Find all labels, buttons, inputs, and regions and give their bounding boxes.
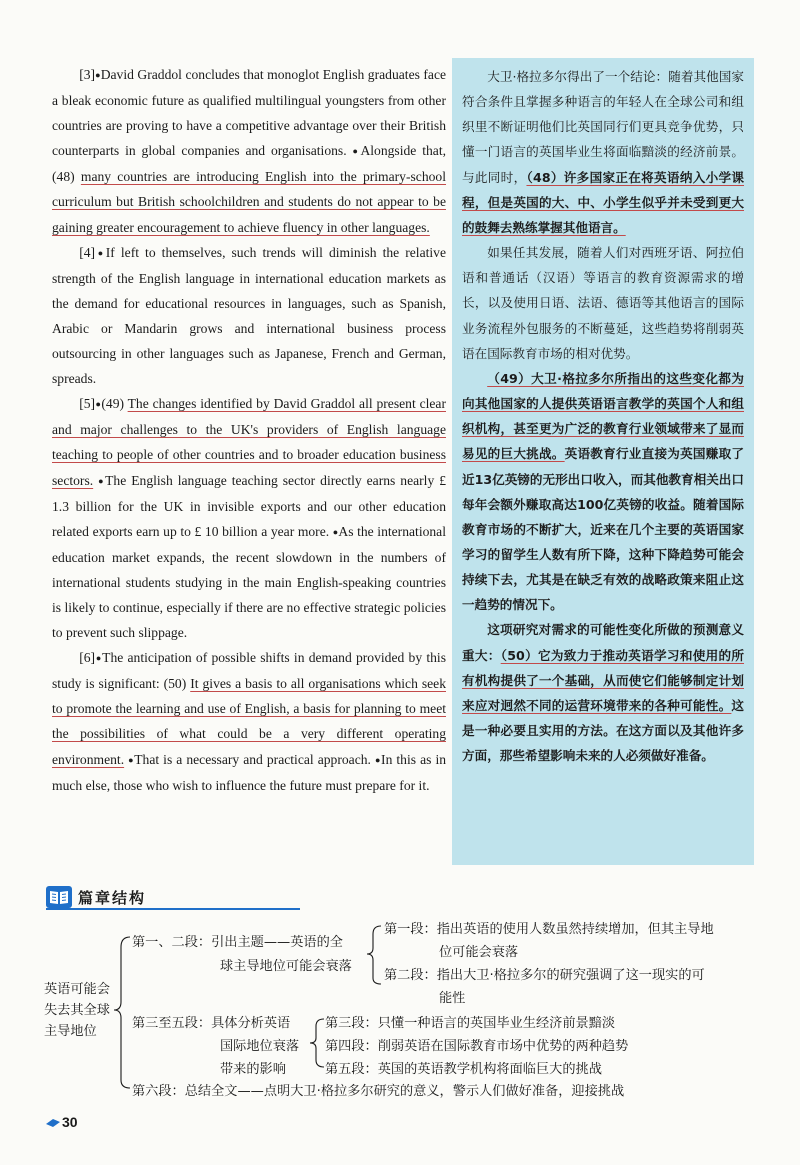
leaf-para1-line-2: 位可能会衰落 <box>439 945 519 960</box>
chinese-translation-box <box>452 58 754 865</box>
translation-paragraph-6: 这项研究对需求的可能性变化所做的预测意义重大：（50）它为致力于推动英语学习和使用的所有机构提供了一个基础，从而使它们能够制定计划来应对迥然不同的运营环境带来的各种可能性。这是一种必要且实用的方法。在这方面以及其他许多方面，那些希望影响未来的人必须做好准备。 <box>462 622 744 764</box>
translation-underlined-48: （48）许多国家正在将英语纳入小学课程，但是英国的大、中、小学生似乎并未受到更大的鼓舞去熟练掌握其他语言。 <box>462 169 744 235</box>
branch-2-line-1: 第三至五段：具体分析英语 <box>132 1016 291 1031</box>
bullet-icon: ● <box>332 526 339 537</box>
branch-2-line-2: 国际地位衰落 <box>220 1039 300 1054</box>
english-passage <box>52 62 446 798</box>
underlined-sentence-48: many countries are introducing English into the primary-school curriculum but British schoolchildren and students do not appear to be gaining greater encouragement to achieve fluency in other languages. <box>52 169 447 235</box>
translation-paragraph-4: 如果任其发展，随着人们对西班牙语、阿拉伯语和普通话（汉语）等语言的教育资源需求的增长，以及使用日语、法语、德语等其他语言的国际业务流程外包服务的不断蔓延，这些趋势将削弱英语在国际教育市场的相对优势。 <box>462 245 744 361</box>
bullet-icon: ● <box>95 653 103 664</box>
bullet-icon: ● <box>95 399 102 410</box>
paragraph-3: [3]●David Graddol concludes that monoglot English graduates face a bleak economic future as qualified multilingual youngsters from other countries are proving to have a competitive advantage over their British counterparts in global companies and organisations. ●Alongside that, (48) many countries are introducing English into the primary-school curriculum but British schoolchildren and students do not appear to be gaining greater encouragement to achieve fluency in other languages. <box>52 67 447 235</box>
paragraph-4: [4]●If left to themselves, such trends will diminish the relative strength of the English language in international education markets as the demand for educational resources in languages, such as Spanish, Arabic or Mandarin grows and international business process outsourcing in other languages such as Japanese, French and German, spreads. <box>52 244 446 387</box>
bullet-icon: ● <box>374 754 382 765</box>
translation-underlined-50: （50）它为致力于推动英语学习和使用的所有机构提供了一个基础，从而使它们能够制定计划来应对迥然不同的运营环境带来的各种可能性。 <box>462 647 744 713</box>
leaf-para4: 第四段：削弱英语在国际教育市场中优势的两种趋势 <box>325 1039 629 1054</box>
bullet-icon: ● <box>95 70 101 80</box>
page-marker-icon <box>46 1118 60 1128</box>
leaf-para2-line-2: 能性 <box>439 991 466 1006</box>
bullet-icon: ● <box>128 754 135 765</box>
underlined-sentence-49: The changes identified by David Graddol all present clear and major challenges to the UK's providers of English language teaching to people of other countries and to broader education business sectors. <box>52 396 446 488</box>
bullet-icon: ● <box>352 146 361 157</box>
header-underline <box>46 908 300 910</box>
translation-underlined-49: （49）大卫·格拉多尔所指出的这些变化都为向其他国家的人提供英语语言教学的英国个人和组织机构，甚至更为广泛的教育行业领域带来了显而易见的巨大挑战。 <box>462 370 744 462</box>
leaf-para1-line-1: 第一段：指出英语的使用人数虽然持续增加，但其主导地 <box>384 922 714 937</box>
branch-1-line-1: 第一、二段：引出主题——英语的全 <box>132 935 343 950</box>
branch-1-line-2: 球主导地位可能会衰落 <box>220 959 352 974</box>
translation-paragraph-3: 大卫·格拉多尔得出了一个结论：随着其他国家符合条件且掌握多种语言的年轻人在全球公司和组织里不断证明他们比英国同行们更具竞争优势，只懂一门语言的英国毕业生将面临黯淡的经济前景。与此同时，（48）许多国家正在将英语纳入小学课程，但是英国的大、中、小学生似乎并未受到更大的鼓舞去熟练掌握其他语言。 <box>462 69 744 235</box>
underlined-sentence-50: It gives a basis to all organisations which seek to promote the learning and use of English, a basis for planning to meet the possibilities of what could be a very different operating environment. <box>52 676 446 767</box>
paragraph-6: [6]●The anticipation of possible shifts in demand provided by this study is significant: (50) It gives a basis to all organisations which seek to promote the learning and use of English, a basis for planning to meet the possibilities of what could be a very different operating environment. ●That is a necessary and practical approach. ●In this as in much else, those who wish to influence the future must prepare for it. <box>52 650 447 793</box>
bullet-icon: ● <box>98 475 106 486</box>
bullet-icon: ● <box>95 247 106 258</box>
branch-3: 第六段：总结全文——点明大卫·格拉多尔研究的意义，警示人们做好准备，迎接挑战 <box>132 1084 625 1099</box>
section-title: 篇章结构 <box>78 889 147 907</box>
root-line-2: 失去其全球 <box>44 1003 110 1018</box>
leaf-para3: 第三段：只懂一种语言的英国毕业生经济前景黯淡 <box>325 1016 616 1031</box>
paragraph-5: [5]●(49) The changes identified by David Graddol all present clear and major challenges to the UK's providers of English language teaching to people of other countries and to broader education business sectors. ●The English language teaching sector directly earns nearly £ 1.3 billion for the UK in invisible exports and our other education related exports earn up to £ 10 billion a year more. ●As the international education market expands, the recent slowdown in the numbers of international students studying in the main English-speaking countries is likely to continue, especially if there are no effective strategic policies to prevent such slippage. <box>52 396 446 641</box>
page-number: 30 <box>62 1114 78 1130</box>
translation-paragraph-5: （49）大卫·格拉多尔所指出的这些变化都为向其他国家的人提供英语语言教学的英国个人和组织机构，甚至更为广泛的教育行业领域带来了显而易见的巨大挑战。英语教育行业直接为英国赚取了近13亿英镑的无形出口收入，而其他教育相关出口每年会额外赚取高达100亿英镑的收益。随着国际教育市场的不断扩大，近来在几个主要的英语国家学习的留学生人数有所下降，这种下降趋势可能会持续下去，尤其是在缺乏有效的战略政策来阻止这一趋势的情况下。 <box>462 370 745 613</box>
leaf-para2-line-1: 第二段：指出大卫·格拉多尔的研究强调了这一现实的可 <box>384 968 705 983</box>
branch-2-line-3: 带来的影响 <box>220 1062 286 1077</box>
leaf-para5: 第五段：英国的英语教学机构将面临巨大的挑战 <box>325 1062 602 1077</box>
root-line-1: 英语可能会 <box>44 982 110 997</box>
section-header <box>46 886 300 908</box>
book-icon <box>46 886 72 908</box>
root-line-3: 主导地位 <box>44 1024 97 1039</box>
